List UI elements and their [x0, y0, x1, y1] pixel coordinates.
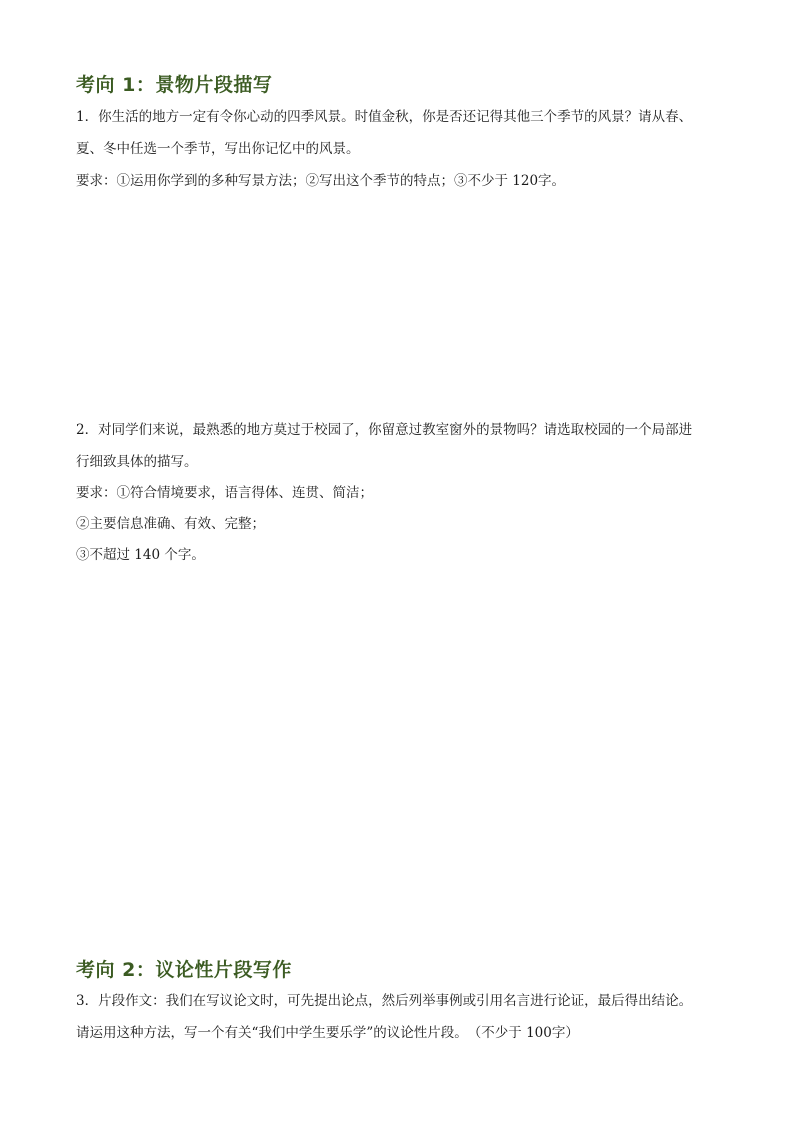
question-3-text-line-1: 3．片段作文：我们在写议论文时，可先提出论点，然后列举事例或引用名言进行论证，最后得出结论。 — [76, 993, 693, 1009]
question-3-answer-space[interactable] — [76, 1050, 716, 1110]
question-1-text-line-1: 1．你生活的地方一定有令你心动的四季风景。时值金秋，你是否还记得其他三个季节的风景？请从春、 — [76, 109, 693, 125]
question-1-answer-space[interactable] — [76, 200, 716, 410]
question-2-text-line-1: 2．对同学们来说，最熟悉的地方莫过于校园了，你留意过教室窗外的景物吗？请选取校园的一个局部进 — [76, 422, 693, 438]
question-1-requirements: 要求：①运用你学到的多种写景方法；②写出这个季节的特点；③不少于 120字。 — [76, 173, 566, 189]
section-title-argumentative: 考向 2：议论性片段写作 — [76, 959, 292, 981]
question-2-text-line-2: 行细致具体的描写。 — [76, 454, 198, 470]
question-2-requirement-3: ③不超过 140 个字。 — [76, 547, 205, 563]
question-2-requirement-2: ②主要信息准确、有效、完整； — [76, 516, 265, 532]
question-2-answer-space[interactable] — [76, 575, 716, 945]
section-title-scenery: 考向 1：景物片段描写 — [76, 74, 273, 96]
question-2-requirement-1: 要求：①符合情境要求，语言得体、连贯、简洁； — [76, 485, 373, 501]
question-3-text-line-2: 请运用这种方法，写一个有关“我们中学生要乐学”的议论性片段。 （不少于 100字） — [76, 1025, 579, 1041]
question-1-text-line-2: 夏、冬中任选一个季节，写出你记忆中的风景。 — [76, 141, 360, 157]
